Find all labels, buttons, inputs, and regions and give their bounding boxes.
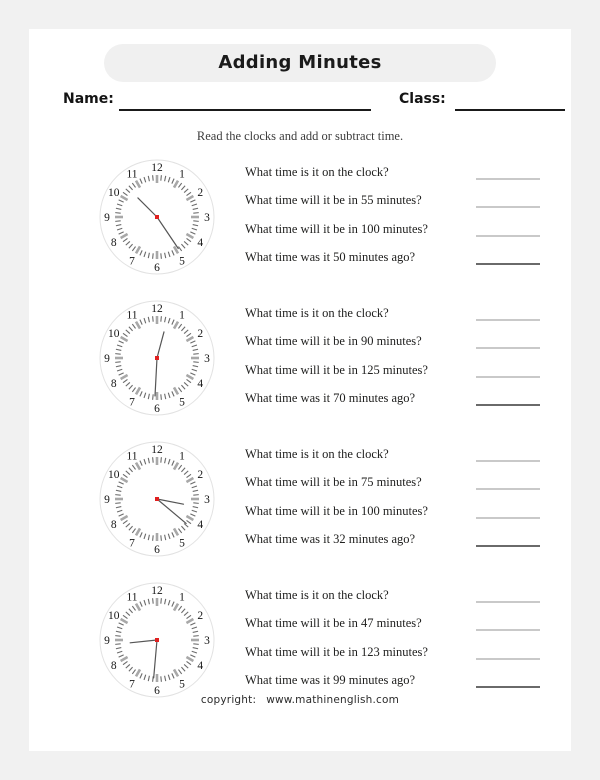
- question-text: What time is it on the clock?: [245, 165, 389, 179]
- worksheet-title-banner: [104, 44, 496, 82]
- clock-numeral-8: 8: [110, 660, 117, 672]
- minute-tick: [153, 598, 154, 603]
- question-row: [245, 250, 565, 278]
- minute-tick: [115, 362, 120, 363]
- minute-tick: [115, 503, 120, 504]
- minute-tick: [115, 636, 120, 637]
- question-text: What time will it be in 100 minutes?: [245, 221, 428, 236]
- question-text: What time was it 50 minutes ago?: [245, 250, 416, 265]
- clock-numeral-2: 2: [197, 610, 204, 622]
- class-label: Class:: [399, 91, 446, 107]
- answer-line[interactable]: [476, 319, 540, 321]
- analog-clock-3: [95, 437, 219, 561]
- clock-numeral-11: 11: [126, 168, 138, 181]
- clock-numeral-7: 7: [129, 396, 135, 409]
- clock-numeral-1: 1: [179, 309, 185, 322]
- minute-tick: [161, 457, 162, 462]
- answer-line[interactable]: [476, 629, 540, 631]
- minute-tick: [115, 213, 120, 214]
- problem-block-2: [29, 294, 571, 435]
- question-text: What time is it on the clock?: [245, 447, 389, 461]
- analog-clock-2: [95, 296, 219, 420]
- clock-numeral-10: 10: [107, 187, 120, 199]
- clock-center-dot: [155, 638, 159, 642]
- problem-block-3: [29, 435, 571, 576]
- minute-tick: [193, 636, 198, 637]
- minute-tick: [153, 175, 154, 180]
- question-text: What time is it on the clock?: [245, 588, 389, 602]
- question-text: What time will it be in 75 minutes?: [245, 475, 422, 490]
- clock-numeral-1: 1: [179, 450, 185, 463]
- minute-tick: [153, 535, 154, 540]
- clock-numeral-5: 5: [179, 678, 185, 691]
- page-title: Adding Minutes: [218, 52, 382, 73]
- question-row: [245, 306, 565, 334]
- answer-line[interactable]: [476, 601, 540, 603]
- clock-numeral-4: 4: [197, 660, 204, 672]
- clock-numeral-10: 10: [107, 328, 120, 340]
- clock-numeral-12: 12: [151, 162, 163, 174]
- question-row: [245, 334, 565, 362]
- clock-numeral-3: 3: [204, 635, 210, 647]
- clock-numeral-4: 4: [197, 237, 204, 249]
- clock-numeral-8: 8: [110, 519, 117, 531]
- clock-numeral-11: 11: [126, 309, 138, 322]
- question-text: What time will it be in 90 minutes?: [245, 334, 422, 349]
- clock-numeral-10: 10: [107, 610, 120, 622]
- minute-tick: [115, 354, 120, 355]
- clock-face-svg: [95, 155, 219, 279]
- answer-line[interactable]: [476, 404, 540, 406]
- answer-line[interactable]: [476, 178, 540, 180]
- answer-line[interactable]: [476, 235, 540, 237]
- clock-numeral-2: 2: [197, 328, 204, 340]
- clock-numeral-9: 9: [104, 353, 110, 365]
- question-row: [245, 532, 565, 560]
- clock-numeral-8: 8: [110, 237, 117, 249]
- question-column-4: [245, 588, 565, 702]
- minute-tick: [161, 598, 162, 603]
- clock-numeral-7: 7: [129, 537, 135, 550]
- question-row: [245, 616, 565, 644]
- minute-tick: [161, 175, 162, 180]
- clock-numeral-7: 7: [129, 678, 135, 691]
- clock-face-svg: [95, 578, 219, 702]
- question-row: [245, 588, 565, 616]
- minute-tick: [161, 676, 162, 681]
- student-info-row: [63, 91, 543, 113]
- clock-numeral-1: 1: [179, 591, 185, 604]
- clock-numeral-11: 11: [126, 450, 138, 463]
- clock-numeral-10: 10: [107, 469, 120, 481]
- question-column-2: [245, 306, 565, 420]
- clock-numeral-11: 11: [126, 591, 138, 604]
- question-row: [245, 391, 565, 419]
- minute-tick: [193, 213, 198, 214]
- analog-clock-1: [95, 155, 219, 279]
- clock-face-svg: [95, 437, 219, 561]
- question-row: [245, 447, 565, 475]
- answer-line[interactable]: [476, 658, 540, 660]
- question-row: [245, 504, 565, 532]
- minute-tick: [153, 316, 154, 321]
- clock-numeral-3: 3: [204, 212, 210, 224]
- clock-numeral-6: 6: [154, 403, 160, 415]
- copyright-label: copyright:: [200, 694, 257, 706]
- minute-tick: [115, 644, 120, 645]
- clock-face-svg: [95, 296, 219, 420]
- question-text: What time will it be in 125 minutes?: [245, 362, 428, 377]
- minute-tick: [153, 394, 154, 399]
- clock-center-dot: [155, 356, 159, 360]
- question-text: What time will it be in 55 minutes?: [245, 193, 422, 208]
- clock-numeral-1: 1: [179, 168, 185, 181]
- problem-block-1: [29, 153, 571, 294]
- minute-tick: [153, 676, 154, 681]
- clock-numeral-2: 2: [197, 469, 204, 481]
- minute-tick: [153, 457, 154, 462]
- clock-numeral-8: 8: [110, 378, 117, 390]
- minute-tick: [161, 316, 162, 321]
- minute-tick: [193, 221, 198, 222]
- question-row: [245, 193, 565, 221]
- analog-clock-4: [95, 578, 219, 702]
- clock-numeral-6: 6: [154, 544, 160, 556]
- question-text: What time will it be in 123 minutes?: [245, 644, 428, 659]
- minute-tick: [161, 535, 162, 540]
- clock-numeral-7: 7: [129, 255, 135, 268]
- clock-numeral-2: 2: [197, 187, 204, 199]
- answer-line[interactable]: [476, 347, 540, 349]
- answer-line[interactable]: [476, 263, 540, 265]
- answer-line[interactable]: [476, 545, 540, 547]
- minute-tick: [153, 253, 154, 258]
- clock-center-dot: [155, 497, 159, 501]
- clock-numeral-5: 5: [179, 537, 185, 550]
- question-text: What time was it 32 minutes ago?: [245, 532, 416, 547]
- question-text: What time will it be in 100 minutes?: [245, 503, 428, 518]
- question-row: [245, 645, 565, 673]
- clock-numeral-9: 9: [104, 212, 110, 224]
- clock-numeral-12: 12: [151, 585, 163, 597]
- minute-tick: [193, 495, 198, 496]
- clock-numeral-6: 6: [154, 262, 160, 274]
- answer-line[interactable]: [476, 686, 540, 688]
- clock-numeral-6: 6: [154, 685, 160, 697]
- minute-tick: [193, 644, 198, 645]
- minute-tick: [161, 394, 162, 399]
- clock-numeral-5: 5: [179, 255, 185, 268]
- name-label: Name:: [63, 91, 114, 107]
- worksheet-page: [29, 29, 571, 751]
- question-row: [245, 363, 565, 391]
- answer-line[interactable]: [476, 460, 540, 462]
- question-row: [245, 475, 565, 503]
- clock-numeral-3: 3: [204, 353, 210, 365]
- clock-numeral-4: 4: [197, 378, 204, 390]
- name-input-line[interactable]: [119, 109, 371, 111]
- clock-numeral-3: 3: [204, 494, 210, 506]
- clock-center-dot: [155, 215, 159, 219]
- question-column-1: [245, 165, 565, 279]
- clock-numeral-12: 12: [151, 303, 163, 315]
- website-url: www.mathinenglish.com: [266, 694, 400, 706]
- minute-tick: [193, 362, 198, 363]
- answer-line[interactable]: [476, 488, 540, 490]
- answer-line[interactable]: [476, 206, 540, 208]
- clock-numeral-9: 9: [104, 494, 110, 506]
- answer-line[interactable]: [476, 517, 540, 519]
- question-text: What time was it 99 minutes ago?: [245, 673, 416, 688]
- question-row: [245, 165, 565, 193]
- minute-tick: [115, 495, 120, 496]
- clock-numeral-12: 12: [151, 444, 163, 456]
- clock-numeral-4: 4: [197, 519, 204, 531]
- clock-numeral-9: 9: [104, 635, 110, 647]
- question-text: What time was it 70 minutes ago?: [245, 391, 416, 406]
- question-text: What time is it on the clock?: [245, 306, 389, 320]
- minute-tick: [193, 503, 198, 504]
- minute-tick: [115, 221, 120, 222]
- answer-line[interactable]: [476, 376, 540, 378]
- clock-numeral-5: 5: [179, 396, 185, 409]
- footer: [29, 694, 571, 706]
- question-column-3: [245, 447, 565, 561]
- question-text: What time will it be in 47 minutes?: [245, 616, 422, 631]
- minute-tick: [193, 354, 198, 355]
- class-input-line[interactable]: [455, 109, 565, 111]
- minute-tick: [161, 253, 162, 258]
- instruction-text: Read the clocks and add or subtract time.: [196, 129, 404, 143]
- question-row: [245, 222, 565, 250]
